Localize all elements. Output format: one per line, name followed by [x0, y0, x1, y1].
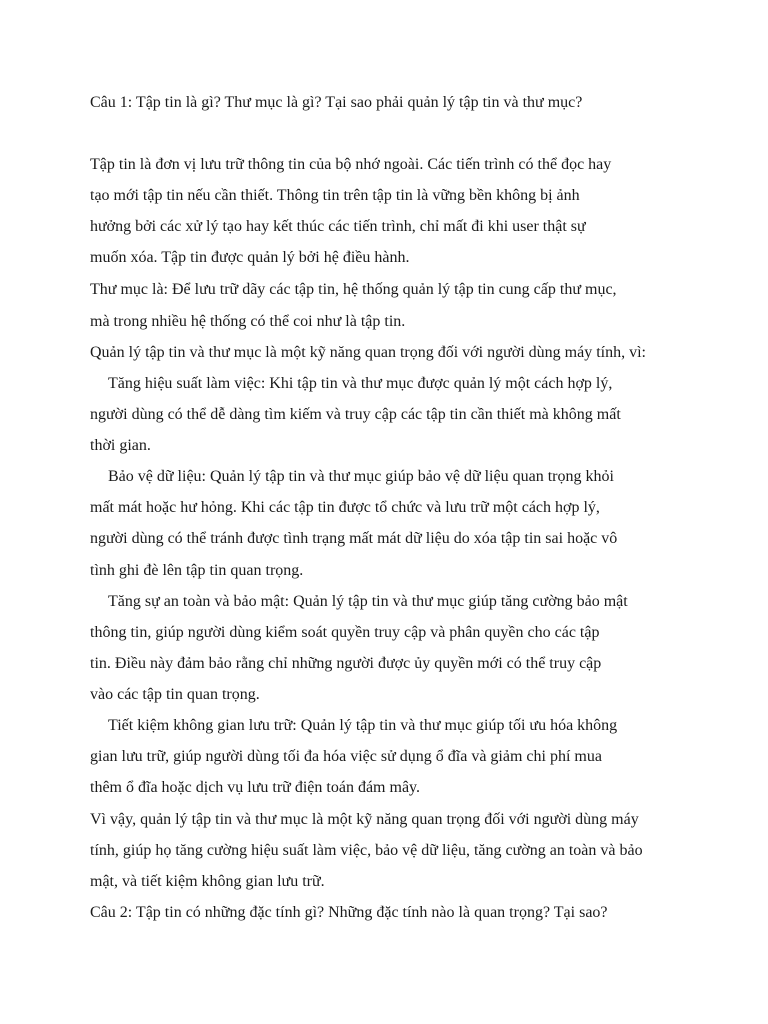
text-line: Vì vậy, quản lý tập tin và thư mục là một kỹ năng quan trọng đối với người dùng máy	[90, 811, 639, 828]
question-1-heading: Câu 1: Tập tin là gì? Thư mục là gì? Tại sao phải quản lý tập tin và thư mục?	[90, 94, 583, 111]
text-line: gian lưu trữ, giúp người dùng tối đa hóa việc sử dụng ổ đĩa và giảm chi phí mua	[90, 748, 602, 765]
text-line: Tăng sự an toàn và bảo mật: Quản lý tập tin và thư mục giúp tăng cường bảo mật	[108, 593, 628, 610]
text-line: Tập tin là đơn vị lưu trữ thông tin của bộ nhớ ngoài. Các tiến trình có thể đọc hay	[90, 156, 612, 173]
text-line: mất mát hoặc hư hỏng. Khi các tập tin được tổ chức và lưu trữ một cách hợp lý,	[90, 499, 600, 516]
text-line: người dùng có thể dễ dàng tìm kiếm và truy cập các tập tin cần thiết mà không mất	[90, 406, 621, 423]
text-line: vào các tập tin quan trọng.	[90, 686, 260, 703]
text-line: muốn xóa. Tập tin được quản lý bởi hệ điều hành.	[90, 249, 410, 266]
text-line: mật, và tiết kiệm không gian lưu trữ.	[90, 873, 325, 890]
text-line: Tăng hiệu suất làm việc: Khi tập tin và thư mục được quản lý một cách hợp lý,	[108, 375, 613, 392]
text-line: mà trong nhiều hệ thống có thể coi như là tập tin.	[90, 313, 406, 330]
text-line: thêm ổ đĩa hoặc dịch vụ lưu trữ điện toán đám mây.	[90, 779, 420, 796]
text-line: hưởng bởi các xử lý tạo hay kết thúc các tiến trình, chỉ mất đi khi user thật sự	[90, 218, 586, 235]
text-line: tình ghi đè lên tập tin quan trọng.	[90, 562, 304, 579]
text-line: người dùng có thể tránh được tình trạng mất mát dữ liệu do xóa tập tin sai hoặc vô	[90, 530, 618, 547]
text-line: Quản lý tập tin và thư mục là một kỹ năng quan trọng đối với người dùng máy tính, vì:	[90, 344, 646, 361]
text-line: Tiết kiệm không gian lưu trữ: Quản lý tập tin và thư mục giúp tối ưu hóa không	[108, 717, 618, 734]
text-line: tính, giúp họ tăng cường hiệu suất làm việc, bảo vệ dữ liệu, tăng cường an toàn và bảo	[90, 842, 643, 859]
text-line: thời gian.	[90, 437, 151, 454]
text-line: thông tin, giúp người dùng kiểm soát quyền truy cập và phân quyền cho các tập	[90, 624, 600, 641]
text-line: tin. Điều này đảm bảo rằng chỉ những người được ủy quyền mới có thể truy cập	[90, 655, 602, 672]
text-line: Bảo vệ dữ liệu: Quản lý tập tin và thư mục giúp bảo vệ dữ liệu quan trọng khỏi	[108, 468, 614, 485]
text-line: tạo mới tập tin nếu cần thiết. Thông tin trên tập tin là vững bền không bị ảnh	[90, 187, 580, 204]
text-line: Thư mục là: Để lưu trữ dãy các tập tin, hệ thống quản lý tập tin cung cấp thư mục,	[90, 281, 617, 298]
question-2-heading: Câu 2: Tập tin có những đặc tính gì? Những đặc tính nào là quan trọng? Tại sao?	[90, 904, 608, 921]
